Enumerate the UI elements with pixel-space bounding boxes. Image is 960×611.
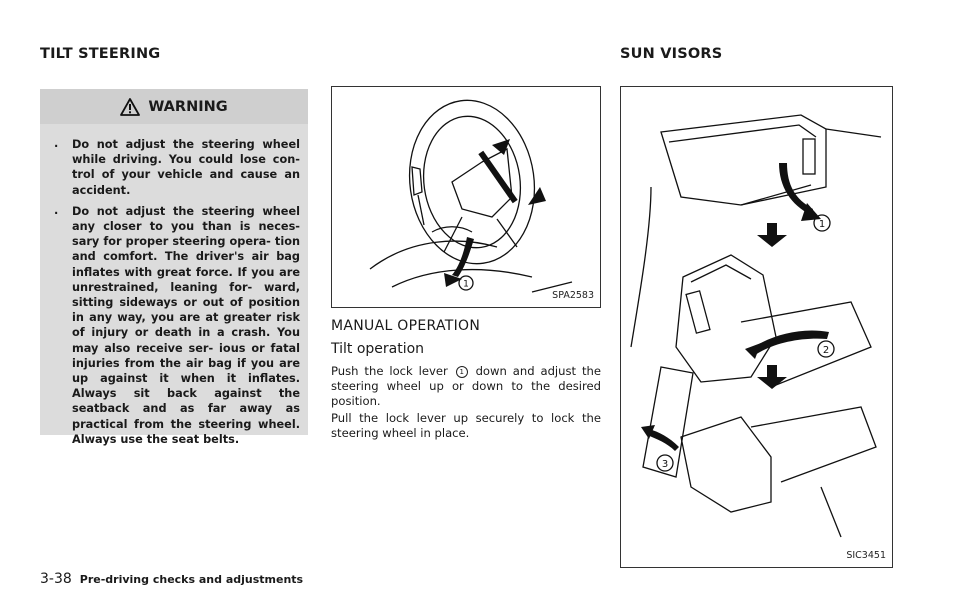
- section-heading-sun-visors: SUN VISORS: [620, 46, 723, 62]
- warning-item: . Do not adjust the steering wheel while driving. You could lose con- trol of your vehicle and cause an accident.: [54, 137, 300, 198]
- figure2-callout-3: 3: [661, 459, 669, 470]
- para1-before: Push the lock lever: [331, 364, 448, 378]
- warning-list: [54, 137, 300, 453]
- warning-header: [40, 89, 308, 124]
- warning-item: . Do not adjust the steering wheel any closer to you than is neces- sary for proper steering opera- tion and comfort. The driver's air bag inflates with great force. If you are unrestrained, leaning for- ward, sitting sideways or out of position in any way, you are at greater risk of injury or death in a crash. You may also receive ser- ious or fatal injuries from the air bag if you are up against it when it inflates. Always sit back against the seatback and as far away as practical from the steering wheel. Always use the seat belts.: [54, 204, 300, 447]
- figure2-callout-1: 1: [818, 219, 826, 230]
- figure1-code: SPA2583: [552, 290, 594, 301]
- figure1-callout-1: 1: [463, 279, 469, 290]
- figure2-callout-2: 2: [822, 345, 830, 356]
- warning-icon: [120, 98, 140, 116]
- figure2-code: SIC3451: [846, 550, 886, 561]
- para1-after: down and adjust the steering wheel up or down to the desired position.: [331, 364, 602, 409]
- lock-paragraph: Pull the lock lever up securely to lock the steering wheel in place.: [331, 411, 601, 441]
- sun-visor-illustration: [621, 87, 892, 567]
- page-number: 3-38: [40, 571, 72, 587]
- footer-section-title: Pre-driving checks and adjustments: [79, 573, 304, 586]
- steering-wheel-figure: [331, 86, 601, 308]
- warning-box: [40, 89, 308, 446]
- warning-title: WARNING: [148, 98, 228, 115]
- tilt-operation-paragraph: [331, 364, 601, 410]
- manual-operation-heading: MANUAL OPERATION: [331, 318, 481, 334]
- page-footer: [40, 571, 303, 587]
- section-heading-tilt-steering: TILT STEERING: [40, 46, 161, 62]
- steering-wheel-illustration: [332, 87, 600, 307]
- lock-lever-marker: 1: [456, 366, 468, 378]
- sun-visor-figure: [620, 86, 893, 568]
- tilt-operation-subheading: Tilt operation: [331, 341, 425, 357]
